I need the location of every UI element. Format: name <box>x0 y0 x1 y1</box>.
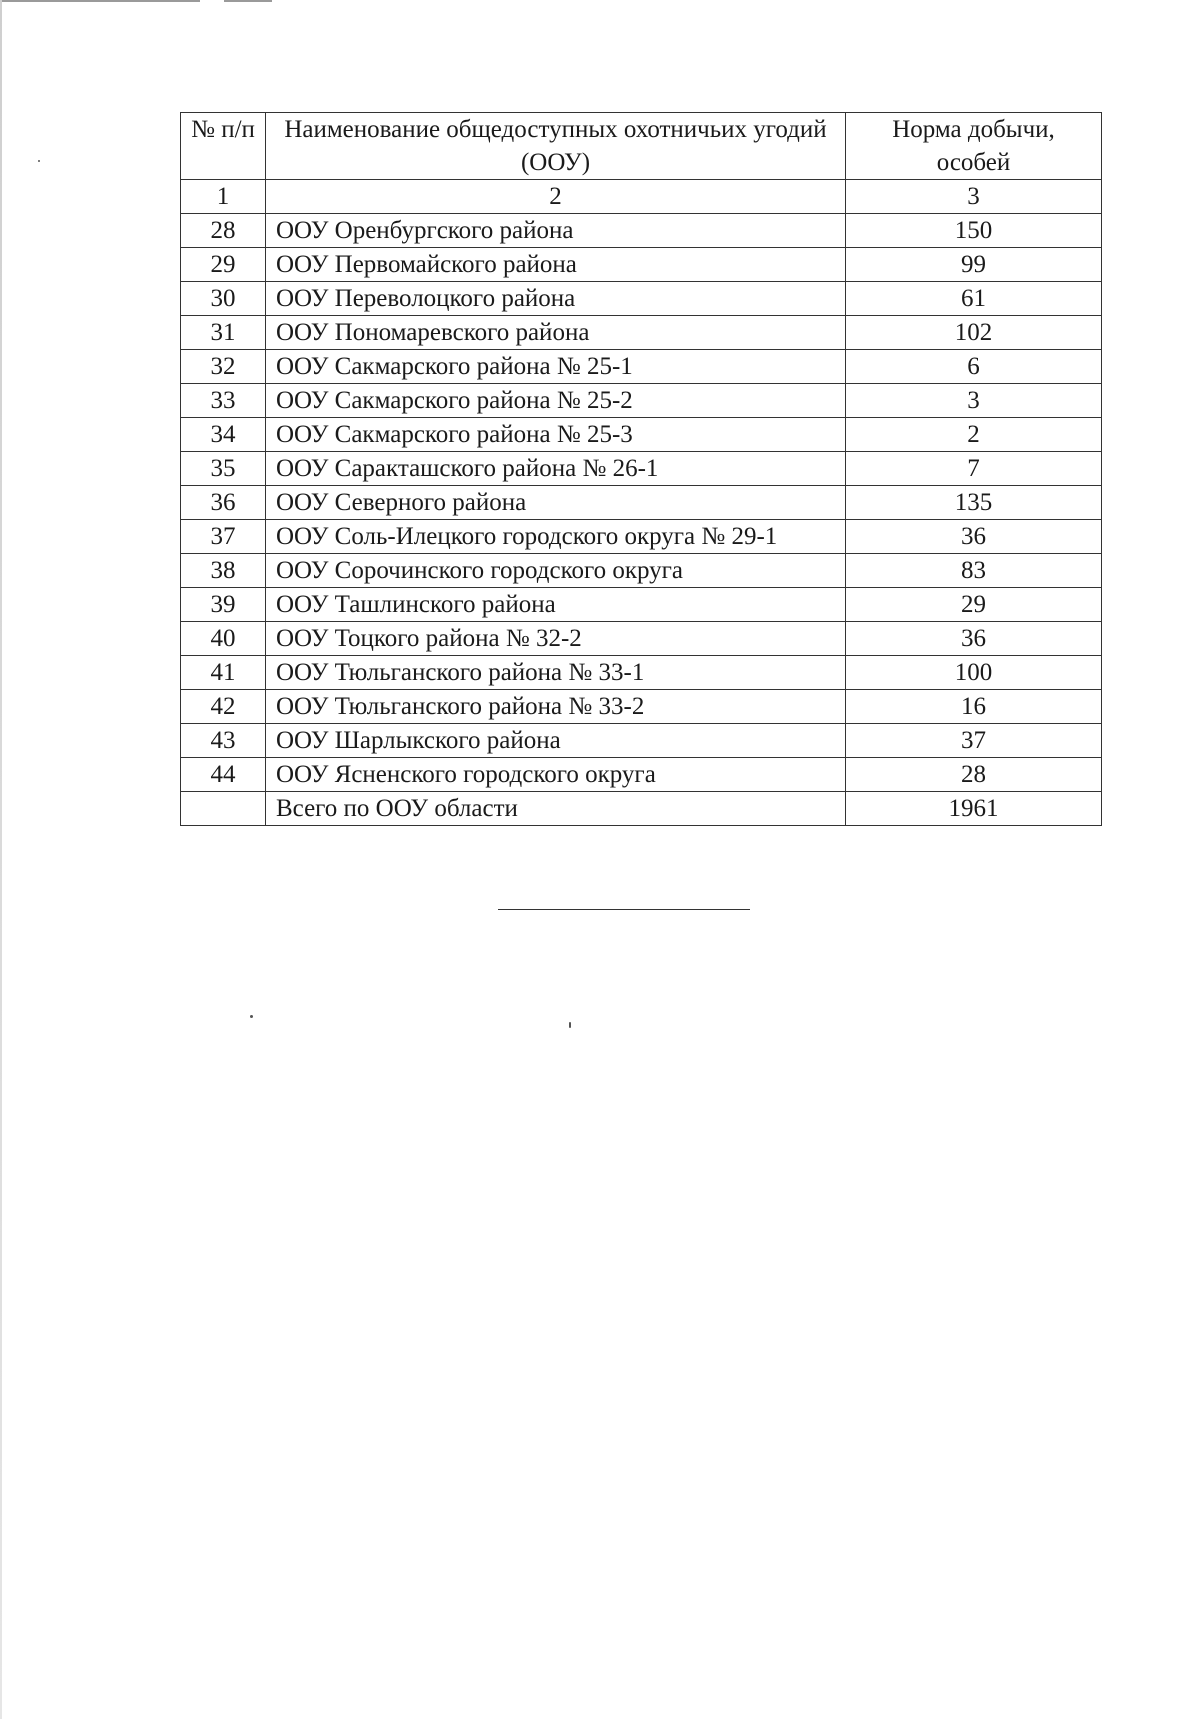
row-number: 29 <box>181 248 266 282</box>
row-name: ООУ Оренбургского района <box>266 214 846 248</box>
column-number: 1 <box>181 180 266 214</box>
total-norm: 1961 <box>846 792 1102 826</box>
table-row <box>181 248 1102 282</box>
row-name: ООУ Сакмарского района № 25-2 <box>266 384 846 418</box>
table-row <box>181 282 1102 316</box>
row-norm: 3 <box>846 384 1102 418</box>
row-norm: 36 <box>846 622 1102 656</box>
table-row <box>181 588 1102 622</box>
table-body <box>181 214 1102 826</box>
table-row <box>181 656 1102 690</box>
row-name: ООУ Первомайского района <box>266 248 846 282</box>
row-name: ООУ Соль-Илецкого городского округа № 29-1 <box>266 520 846 554</box>
row-name: ООУ Сакмарского района № 25-1 <box>266 350 846 384</box>
end-of-document-rule <box>498 909 750 910</box>
table-row <box>181 758 1102 792</box>
table-row <box>181 418 1102 452</box>
row-norm: 99 <box>846 248 1102 282</box>
row-name: ООУ Ташлинского района <box>266 588 846 622</box>
row-number: 32 <box>181 350 266 384</box>
row-norm: 2 <box>846 418 1102 452</box>
row-name: ООУ Сакмарского района № 25-3 <box>266 418 846 452</box>
row-number: 31 <box>181 316 266 350</box>
scan-artifact-edge <box>0 0 2 1719</box>
table-row <box>181 452 1102 486</box>
row-number: 41 <box>181 656 266 690</box>
row-name: ООУ Саракташского района № 26-1 <box>266 452 846 486</box>
row-name: ООУ Пономаревского района <box>266 316 846 350</box>
row-name: ООУ Переволоцкого района <box>266 282 846 316</box>
row-number: 42 <box>181 690 266 724</box>
row-norm: 29 <box>846 588 1102 622</box>
table-row <box>181 486 1102 520</box>
table-row <box>181 724 1102 758</box>
total-label: Всего по ООУ области <box>266 792 846 826</box>
row-number: 40 <box>181 622 266 656</box>
row-name: ООУ Тюльганского района № 33-2 <box>266 690 846 724</box>
row-norm: 16 <box>846 690 1102 724</box>
header-name: Наименование общедоступных охотничьих угодий (ООУ) <box>266 113 846 180</box>
row-norm: 150 <box>846 214 1102 248</box>
row-norm: 102 <box>846 316 1102 350</box>
row-number: 35 <box>181 452 266 486</box>
row-name: ООУ Сорочинского городского округа <box>266 554 846 588</box>
scan-speck <box>250 1015 253 1018</box>
column-number: 2 <box>266 180 846 214</box>
row-norm: 7 <box>846 452 1102 486</box>
scan-artifact-line <box>0 0 200 2</box>
row-number: 34 <box>181 418 266 452</box>
table-row <box>181 384 1102 418</box>
scan-speck <box>569 1022 571 1028</box>
row-number: 28 <box>181 214 266 248</box>
row-number: 39 <box>181 588 266 622</box>
row-norm: 61 <box>846 282 1102 316</box>
table-row <box>181 622 1102 656</box>
row-number: 44 <box>181 758 266 792</box>
header-norm: Норма добычи, особей <box>846 113 1102 180</box>
row-number: 37 <box>181 520 266 554</box>
table-row <box>181 690 1102 724</box>
row-name: ООУ Тюльганского района № 33-1 <box>266 656 846 690</box>
row-number: 30 <box>181 282 266 316</box>
row-number: 36 <box>181 486 266 520</box>
row-name: ООУ Ясненского городского округа <box>266 758 846 792</box>
hunting-norms-table <box>180 112 1102 826</box>
row-number: 33 <box>181 384 266 418</box>
column-number-row <box>181 180 1102 214</box>
scan-speck <box>38 160 40 162</box>
row-name: ООУ Северного района <box>266 486 846 520</box>
row-norm: 36 <box>846 520 1102 554</box>
row-norm: 135 <box>846 486 1102 520</box>
table-row <box>181 316 1102 350</box>
table-row <box>181 214 1102 248</box>
row-number: 43 <box>181 724 266 758</box>
row-norm: 100 <box>846 656 1102 690</box>
row-norm: 28 <box>846 758 1102 792</box>
row-norm: 37 <box>846 724 1102 758</box>
scan-artifact-line <box>224 0 272 2</box>
header-number: № п/п <box>181 113 266 180</box>
table-row <box>181 520 1102 554</box>
table-row <box>181 350 1102 384</box>
row-norm: 83 <box>846 554 1102 588</box>
row-number: 38 <box>181 554 266 588</box>
table-header-row <box>181 113 1102 180</box>
total-number <box>181 792 266 826</box>
row-name: ООУ Тоцкого района № 32-2 <box>266 622 846 656</box>
column-number: 3 <box>846 180 1102 214</box>
table-total-row <box>181 792 1102 826</box>
table-row <box>181 554 1102 588</box>
row-name: ООУ Шарлыкского района <box>266 724 846 758</box>
row-norm: 6 <box>846 350 1102 384</box>
